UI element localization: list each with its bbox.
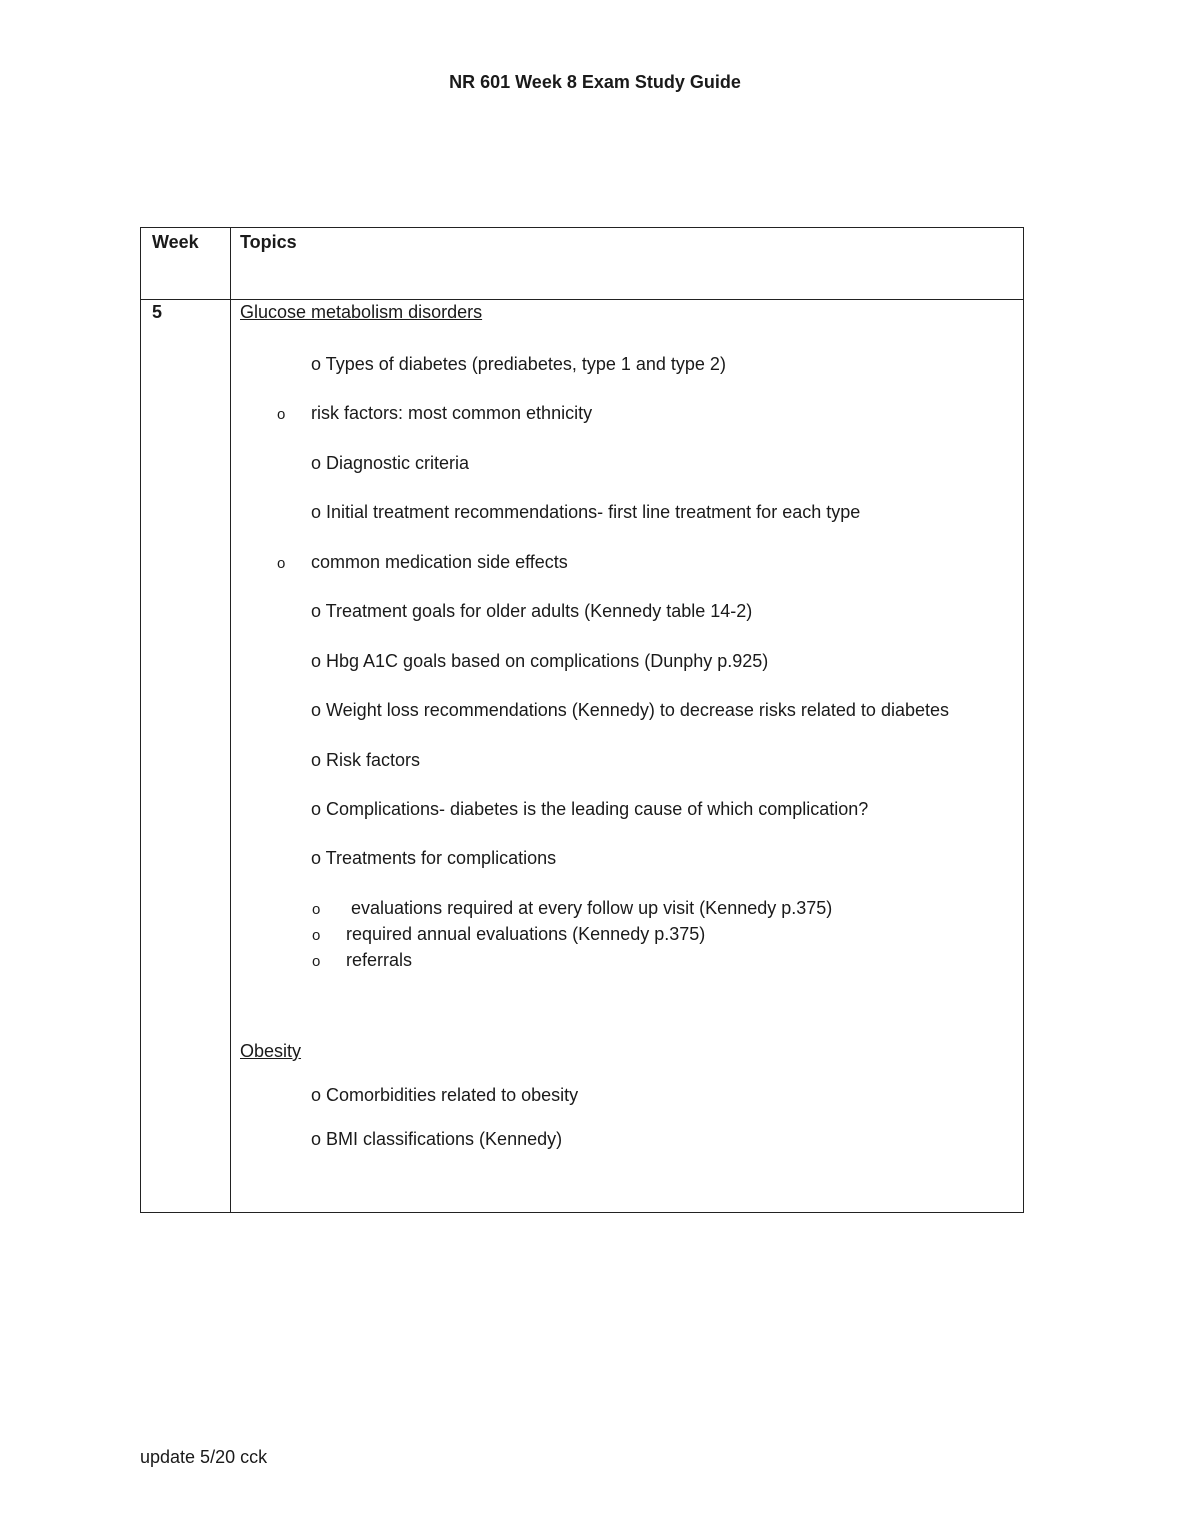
list-item: o BMI classifications (Kennedy)	[311, 1129, 563, 1149]
list-item: o Risk factors	[311, 750, 421, 770]
bullet-icon: o	[312, 927, 321, 944]
page-title: NR 601 Week 8 Exam Study Guide	[449, 72, 741, 92]
list-item: o Hbg A1C goals based on complications (Dunphy p.925)	[311, 651, 769, 671]
list-item: o Initial treatment recommendations- first line treatment for each type	[311, 502, 861, 522]
sub-list-item: referrals	[346, 950, 413, 970]
section-heading-glucose: Glucose metabolism disorders	[240, 302, 483, 322]
section-heading-obesity: Obesity	[240, 1041, 302, 1061]
list-item: risk factors: most common ethnicity	[311, 403, 593, 423]
list-item: o Treatment goals for older adults (Kennedy table 14-2)	[311, 601, 753, 621]
header-week: Week	[152, 232, 199, 252]
header-topics: Topics	[240, 232, 297, 252]
bullet-icon: o	[312, 901, 321, 918]
footer-note: update 5/20 cck	[140, 1447, 268, 1467]
row-week-number: 5	[152, 302, 163, 322]
column-divider	[230, 228, 231, 1212]
list-item: o Comorbidities related to obesity	[311, 1085, 579, 1105]
list-item: common medication side effects	[311, 552, 568, 572]
list-item: o Weight loss recommendations (Kennedy) to decrease risks related to diabetes	[311, 700, 949, 720]
list-item: o Diagnostic criteria	[311, 453, 470, 473]
bullet-icon: o	[277, 406, 286, 423]
list-item: o Types of diabetes (prediabetes, type 1 and type 2)	[311, 354, 726, 374]
list-item: o Treatments for complications	[311, 848, 557, 868]
header-divider	[141, 299, 1023, 300]
bullet-icon: o	[277, 555, 286, 572]
sub-list-item: required annual evaluations (Kennedy p.375)	[346, 924, 706, 944]
list-item: o Complications- diabetes is the leading cause of which complication?	[311, 799, 869, 819]
study-guide-table	[140, 227, 1024, 1213]
sub-list-item: evaluations required at every follow up visit (Kennedy p.375)	[351, 898, 833, 918]
bullet-icon: o	[312, 953, 321, 970]
